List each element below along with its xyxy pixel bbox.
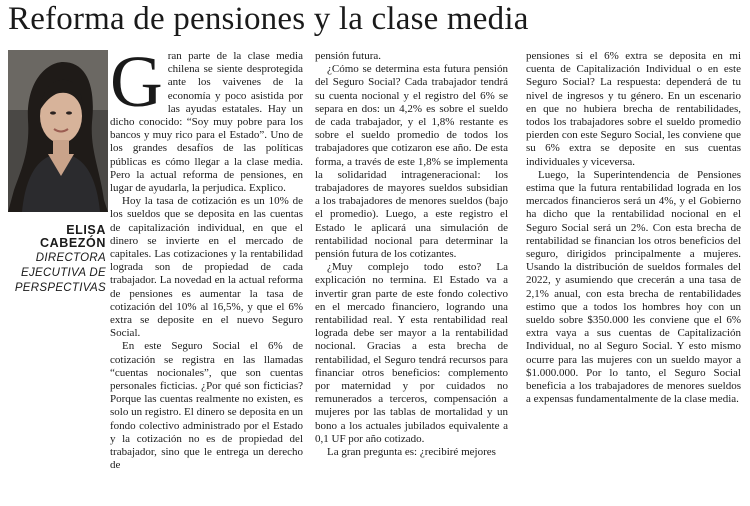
article-column-2 (315, 50, 508, 459)
author-role-line-2: EJECUTIVA DE (21, 267, 106, 279)
paragraph: ¿Muy complejo todo esto? La explicación no termina. El Estado va a invertir gran parte de este fondo colectivo en el mercado financiero, logrando una rentabilidad real. Y esta rentabilidad real lograda debe ser mayor a la rentabilidad nocional. Gracias a esta brecha de rentabilidad, el Seguro tendrá recursos para financiar otros beneficios: complemento por maternidad y por cuidados no remunerados a terceros, compensación a mujeres por las tablas de mortalidad y un bono a los actuales jubilados equivalente a 0,1 UF por año cotizado. (315, 261, 508, 445)
drop-cap: G (110, 41, 163, 122)
paragraph: ¿Cómo se determina esta futura pensión del Seguro Social? Cada trabajador tendrá su cuenta nocional y el registro del 6% se separa en dos: un 4,2% es sobre el sueldo de cada trabajador, y el 1,8% restante es sobre el sueldo promedio de todos los trabajadores que cotizaron ese año. De esta forma, a través de este 1,8% se implementa la solidaridad intrageneracional: los trabajadores de mayores sueldos subsidian a los trabajadores de menores sueldos (bajo el promedio). Luego, a este registro el Estado le aplicará una simulación de rentabilidad nocional para determinar la pensión futura de los cotizantes. (315, 63, 508, 261)
author-first-name: ELISA (66, 223, 106, 237)
author-photo (8, 50, 108, 212)
paragraph: Hoy la tasa de cotización es un 10% de los sueldos que se deposita en las cuentas de capitalización individual, en que el dinero se invierte en el mercado de capitales. Las cotizaciones y la rentabilidad lograda son de propiedad de cada trabajador. La novedad en la actual reforma de pensiones es aumentar la tasa de cotización del 10% al 16,5%, y que el 6% extra se deposite en el nuevo Seguro Social. (110, 195, 303, 340)
paragraph: Luego, la Superintendencia de Pensiones estima que la futura rentabilidad lograda en los mercados financieros será un 4%, y el Gobierno ha dicho que la rentabilidad nocional en el Seguro Social será un 2%. Con esta brecha de rentabilidad se financian los otros beneficios del seguro, dirigidos principalmente a mujeres. Usando la distribución de sueldos formales del 2022, y asumiendo que crecerán a una tasa de 2,1% anual, con esta brecha de rentabilidades estimo que a todos los hombres hoy con un sueldo sobre $350.000 les conviene que el 6% extra vaya a sus cuentas de Capitalización Individual, no al Seguro Social. Y esto mismo ocurre para las mujeres con un sueldo mayor a $1.000.000. Por lo tanto, el Seguro Social beneficia a los trabajadores de menores sueldos a expensas fundamentalmente de la clase media. (526, 168, 741, 406)
author-role-line-1: DIRECTORA (35, 252, 106, 264)
author-byline (2, 224, 106, 295)
article-headline: Reforma de pensiones y la clase media (8, 1, 529, 37)
paragraph: pensiones si el 6% extra se deposita en mi cuenta de Capitalización Individual o en este Seguro Social? La respuesta: dependerá de tu nivel de ingresos y tu género. En un escenario en que no hubiera brecha de rentabilidades, todos los trabajadores sobre el sueldo promedio pierden con este Seguro Social, les conviene que su 6% extra se deposite en sus cuentas individuales y viceversa. (526, 50, 741, 168)
paragraph: En este Seguro Social el 6% de cotización se registra en las llamadas “cuentas nocionales”, que son cuentas personales ficticias. ¿Por qué son ficticias? Porque las cuentas realmente no existen, es solo un registro. El dinero se deposita en un fondo colectivo administrado por el Estado y la cotización no es de propiedad del trabajador, sino que le entrega un derecho de (110, 340, 303, 472)
article-column-3 (526, 50, 741, 406)
article-column-1 (110, 41, 303, 473)
paragraph (110, 41, 303, 195)
author-role-line-3: PERSPECTIVAS (14, 282, 106, 294)
author-portrait-illustration (8, 50, 108, 212)
paragraph: pensión futura. (315, 50, 381, 62)
paragraph: La gran pregunta es: ¿recibiré mejores (327, 446, 496, 459)
paragraph-text: ran parte de la clase media chilena se siente desprotegida ante los vaivenes de la economía y poco asistida por las ayudas estatales. Hay un dicho conocido: “Soy muy pobre para los bancos y muy rico para el Estado”. Uno de los grandes desafíos de las políticas públicas es cómo llegar a la clase media. Pero la actual reforma de pensiones, en lugar de ayudarla, la perjudica. Explico. (110, 50, 303, 195)
author-last-name: CABEZÓN (39, 236, 106, 250)
